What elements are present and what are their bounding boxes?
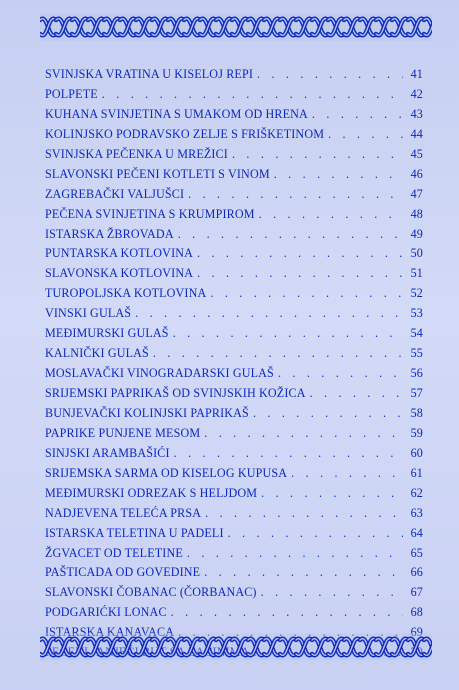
toc-entry bbox=[45, 185, 423, 205]
toc-entry-title: MEĐIMURSKI GULAŠ bbox=[45, 326, 169, 341]
toc-entry-page-number: 55 bbox=[410, 346, 423, 361]
toc-entry-page-number: 52 bbox=[410, 286, 423, 301]
toc-entry-title: PAŠTICADA OD GOVEDINE bbox=[45, 565, 201, 580]
toc-entry-title: SLAVONSKI PEČENI KOTLETI S VINOM bbox=[45, 166, 270, 181]
dot-leader bbox=[178, 225, 403, 245]
toc-entry-title: VINSKI GULAŠ bbox=[45, 306, 132, 321]
toc-entry bbox=[45, 125, 423, 145]
toc-entry-page-number: 51 bbox=[410, 266, 423, 281]
dot-leader bbox=[197, 264, 403, 284]
toc-entry bbox=[45, 603, 423, 623]
toc-entry-page-number: 59 bbox=[410, 425, 423, 440]
toc-entry bbox=[45, 264, 423, 284]
toc-entry-page-number: 66 bbox=[410, 565, 423, 580]
toc-entry bbox=[45, 384, 423, 404]
dot-leader bbox=[261, 484, 403, 504]
dot-leader bbox=[312, 105, 403, 125]
dot-leader bbox=[257, 65, 403, 85]
toc-entry bbox=[45, 364, 423, 384]
toc-entry bbox=[45, 145, 423, 165]
toc-entry-title: KOLINJSKO PODRAVSKO ZELJE S FRIŠKETINOM bbox=[45, 126, 325, 141]
toc-entry-title: KALNIČKI GULAŠ bbox=[45, 346, 149, 361]
toc-entry bbox=[45, 563, 423, 583]
dot-leader bbox=[232, 145, 403, 165]
toc-entry bbox=[45, 464, 423, 484]
toc-entry-title: SVINJSKA VRATINA U KISELOJ REPI bbox=[45, 67, 254, 81]
toc-entry-title: KUHANA SVINJETINA S UMAKOM OD HRENA bbox=[45, 106, 308, 121]
toc-entry-title: MEĐIMURSKI ODREZAK S HELJDOM bbox=[45, 485, 258, 500]
toc-entry-title: MOSLAVAČKI VINOGRADARSKI GULAŠ bbox=[45, 366, 274, 381]
toc-entry-title: POLPETE bbox=[45, 86, 98, 101]
toc-entry-title: TUROPOLJSKA KOTLOVINA bbox=[45, 286, 207, 301]
toc-entry-page-number: 53 bbox=[410, 306, 423, 321]
toc-entry-page-number: 45 bbox=[410, 146, 423, 161]
toc-entry-page-number: 64 bbox=[410, 525, 423, 540]
toc-entry bbox=[45, 583, 423, 603]
dot-leader bbox=[253, 404, 403, 424]
dot-leader bbox=[291, 464, 403, 484]
toc-entry bbox=[45, 404, 423, 424]
decorative-braid-border-bottom bbox=[40, 630, 432, 664]
toc-entry-page-number: 67 bbox=[410, 585, 423, 600]
toc-entry-title: ŽGVACET OD TELETINE bbox=[45, 545, 183, 560]
toc-entry-page-number: 56 bbox=[410, 366, 423, 381]
toc-entry-title: PAPRIKE PUNJENE MESOM bbox=[45, 425, 201, 440]
toc-entry-page-number: 42 bbox=[410, 86, 423, 101]
toc-entry-page-number: 47 bbox=[410, 186, 423, 201]
dot-leader bbox=[228, 524, 403, 544]
toc-entry-page-number: 49 bbox=[410, 226, 423, 241]
toc-entry-page-number: 61 bbox=[410, 465, 423, 480]
dot-leader bbox=[174, 444, 403, 464]
toc-entry bbox=[45, 484, 423, 504]
toc-entry-page-number: 46 bbox=[410, 166, 423, 181]
dot-leader bbox=[173, 324, 403, 344]
dot-leader bbox=[187, 544, 403, 564]
toc-entry bbox=[45, 205, 423, 225]
toc-entry-page-number: 41 bbox=[410, 67, 423, 81]
toc-entry-title: SVINJSKA PEČENKA U MREŽICI bbox=[45, 146, 228, 161]
dot-leader bbox=[328, 125, 403, 145]
toc-entry-page-number: 70 bbox=[410, 645, 423, 660]
toc-entry-title: ISTARSKA TELETINA U PADELI bbox=[45, 525, 224, 540]
toc-entry-title: PODGARIĆKI LONAC bbox=[45, 605, 167, 620]
toc-entry bbox=[45, 105, 423, 125]
toc-entry-title: ISTARSKA ŽBROVADA bbox=[45, 226, 174, 241]
toc-entry-page-number: 63 bbox=[410, 505, 423, 520]
dot-leader bbox=[197, 244, 403, 264]
toc-entry bbox=[45, 344, 423, 364]
toc-entry bbox=[45, 85, 423, 105]
dot-leader bbox=[261, 583, 403, 603]
toc-entry-title: SLAVONSKA KOTLOVINA bbox=[45, 266, 194, 281]
toc-entry-page-number: 43 bbox=[410, 106, 423, 121]
toc-entry-title: SRIJEMSKA SARMA OD KISELOG KUPUSA bbox=[45, 465, 288, 480]
toc-entry-page-number: 44 bbox=[410, 126, 423, 141]
toc-entry bbox=[45, 324, 423, 344]
toc-entry bbox=[45, 524, 423, 544]
toc-entry-page-number: 62 bbox=[410, 485, 423, 500]
toc-entry-title: ISTARSKA KANAVACA bbox=[45, 625, 175, 640]
table-of-contents bbox=[45, 65, 423, 663]
dot-leader bbox=[153, 344, 403, 364]
dot-leader bbox=[205, 504, 403, 524]
toc-entry-title: SRIJEMSKI PAPRIKAŠ OD SVINJSKIH KOŽICA bbox=[45, 386, 306, 400]
toc-entry-title: BUNJEVAČKI KOLINJSKI PAPRIKAŠ bbox=[45, 405, 249, 420]
dot-leader bbox=[278, 364, 403, 384]
toc-entry-page-number: 48 bbox=[410, 206, 423, 221]
toc-entry-page-number: 54 bbox=[410, 326, 423, 341]
toc-entry-title: NADJEVENA TELEĆA PRSA bbox=[45, 505, 202, 520]
toc-entry bbox=[45, 225, 423, 245]
toc-entry-page-number: 68 bbox=[410, 605, 423, 620]
dot-leader bbox=[204, 424, 403, 444]
dot-leader bbox=[135, 304, 403, 324]
dot-leader bbox=[102, 85, 403, 105]
toc-entry bbox=[45, 244, 423, 264]
toc-entry-title: SINJSKI ARAMBAŠIĆI bbox=[45, 445, 170, 460]
dot-leader bbox=[171, 603, 403, 623]
toc-entry bbox=[45, 304, 423, 324]
toc-entry bbox=[45, 65, 423, 85]
toc-entry bbox=[45, 424, 423, 444]
decorative-braid-border-top bbox=[40, 10, 432, 44]
toc-entry-page-number: 60 bbox=[410, 445, 423, 460]
dot-leader bbox=[310, 384, 403, 404]
dot-leader bbox=[204, 563, 403, 583]
toc-entry-page-number: 58 bbox=[410, 405, 423, 420]
dot-leader bbox=[259, 205, 403, 225]
toc-entry-page-number: 65 bbox=[410, 545, 423, 560]
toc-entry bbox=[45, 284, 423, 304]
toc-entry bbox=[45, 544, 423, 564]
toc-entry-title: PEČENA SVINJETINA S KRUMPIROM bbox=[45, 206, 255, 221]
toc-entry bbox=[45, 165, 423, 185]
toc-entry-title: PUNTARSKA KOTLOVINA bbox=[45, 246, 194, 261]
toc-entry-page-number: 57 bbox=[410, 386, 423, 400]
toc-entry-title: PEČENI JANJEĆI BUT SA ZAČINIMA bbox=[45, 645, 250, 660]
dot-leader bbox=[274, 165, 403, 185]
toc-entry-title: SLAVONSKI ČOBANAC (ČORBANAC) bbox=[45, 585, 257, 600]
toc-entry-page-number: 69 bbox=[410, 625, 423, 640]
toc-entry-page-number: 50 bbox=[410, 246, 423, 261]
dot-leader bbox=[188, 185, 403, 205]
toc-entry bbox=[45, 444, 423, 464]
toc-entry bbox=[45, 504, 423, 524]
dot-leader bbox=[210, 284, 403, 304]
toc-entry-title: ZAGREBAČKI VALJUŠCI bbox=[45, 186, 185, 201]
